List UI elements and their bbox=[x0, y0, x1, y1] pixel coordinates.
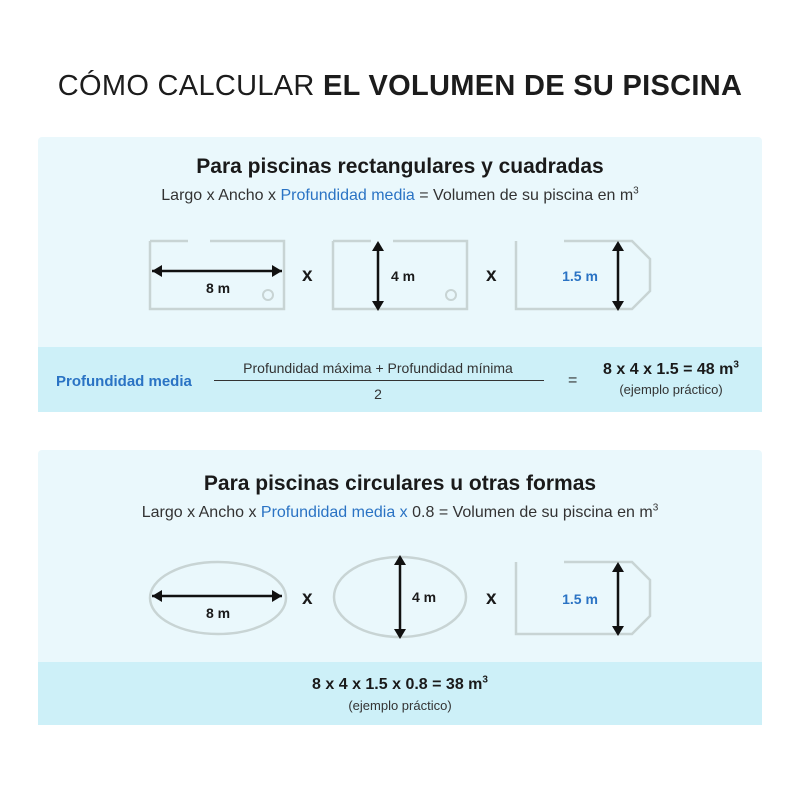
rectangular-section bbox=[38, 137, 762, 412]
ellipse-width-figure bbox=[332, 554, 468, 640]
width-label: 4 m bbox=[390, 268, 416, 284]
rectangular-example-note: (ejemplo práctico) bbox=[619, 382, 723, 397]
length-label: 8 m bbox=[205, 280, 231, 296]
formula2-part2: 0.8 = Volumen de su piscina en m bbox=[412, 504, 653, 521]
circular-formula bbox=[38, 504, 762, 522]
rect-length-figure bbox=[148, 239, 288, 311]
multiply-sign-2: x bbox=[486, 265, 497, 286]
depth-label: 1.5 m bbox=[562, 268, 598, 284]
page-title bbox=[0, 70, 800, 103]
title-normal: CÓMO CALCULAR bbox=[57, 70, 315, 102]
equals-sign: = bbox=[568, 372, 578, 389]
rectangular-formula bbox=[38, 187, 762, 205]
circular-heading: Para piscinas circulares u otras formas bbox=[203, 472, 597, 495]
circular-result-sup: 3 bbox=[482, 674, 488, 686]
depth-figure-2 bbox=[514, 560, 654, 636]
rectangular-result-text: 8 x 4 x 1.5 = 48 m bbox=[603, 361, 734, 378]
circular-result-text: 8 x 4 x 1.5 x 0.8 = 38 m bbox=[312, 676, 483, 693]
formula-part2: = Volumen de su piscina en m bbox=[419, 187, 634, 204]
multiply-sign-3: x bbox=[302, 588, 313, 609]
title-bold: EL VOLUMEN DE SU PISCINA bbox=[323, 70, 743, 102]
depth-label-2: 1.5 m bbox=[562, 591, 598, 607]
formula2-part1: Largo x Ancho x bbox=[141, 504, 257, 521]
ellipse-length-label: 8 m bbox=[205, 605, 231, 621]
formula-sup: 3 bbox=[633, 185, 639, 197]
circular-section bbox=[38, 450, 762, 725]
rectangular-result-sup: 3 bbox=[733, 359, 739, 371]
ellipse-length-figure bbox=[148, 560, 288, 636]
average-depth-label: Profundidad media bbox=[56, 373, 192, 390]
rectangular-heading: Para piscinas rectangulares y cuadradas bbox=[196, 155, 604, 178]
multiply-sign-1: x bbox=[302, 265, 313, 286]
fraction-denominator: 2 bbox=[374, 386, 382, 402]
rectangular-result bbox=[586, 361, 756, 379]
circular-example-note: (ejemplo práctico) bbox=[348, 698, 452, 713]
fraction-line bbox=[214, 380, 544, 381]
depth-figure bbox=[514, 239, 654, 311]
formula-highlight: Profundidad media bbox=[280, 187, 415, 204]
formula2-highlight: Profundidad media x bbox=[260, 504, 408, 521]
fraction-numerator: Profundidad máxima + Profundidad mínima bbox=[243, 360, 513, 376]
circular-result bbox=[38, 676, 762, 694]
formula2-sup: 3 bbox=[652, 502, 659, 514]
ellipse-width-label: 4 m bbox=[411, 589, 437, 605]
multiply-sign-4: x bbox=[486, 588, 497, 609]
rect-width-figure bbox=[331, 239, 471, 311]
formula-part1: Largo x Ancho x bbox=[161, 187, 277, 204]
